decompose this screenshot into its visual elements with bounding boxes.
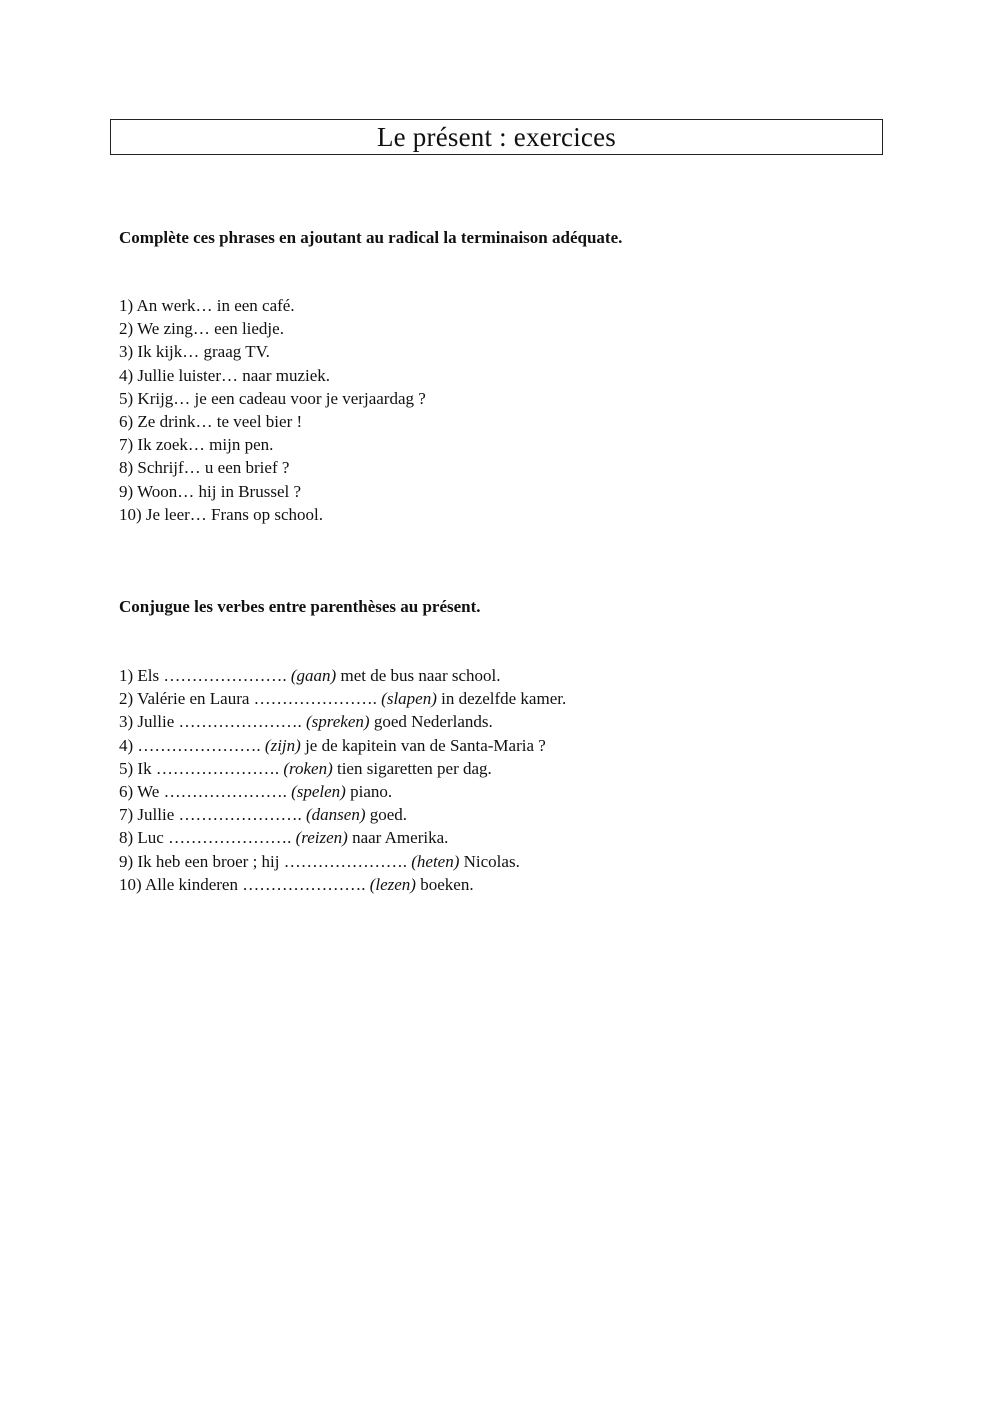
verb-infinitive: (slapen) [381,689,437,709]
exercise2-item [119,710,566,733]
exercise2-item [119,734,566,757]
exercise1-item: 9) Woon… hij in Brussel ? [119,481,302,501]
item-suffix: piano. [345,782,393,802]
verb-infinitive: (reizen) [295,828,348,848]
title-box [110,119,883,155]
item-prefix: 8) Luc …………………. [119,828,296,848]
exercise1-item: 6) Ze drink… te veel bier ! [119,412,303,432]
item-suffix: met de bus naar school. [336,666,501,685]
verb-infinitive: (heten) [411,851,460,871]
exercise1-item: 5) Krijg… je een cadeau voor je verjaardag ? [119,388,426,408]
verb-infinitive: (lezen) [369,874,416,894]
item-suffix: goed Nederlands. [369,712,493,732]
verb-infinitive: (dansen) [306,805,366,825]
item-prefix: 9) Ik heb een broer ; hij …………………. [119,851,412,871]
item-suffix: je de kapitein van de Santa-Maria ? [300,735,546,755]
item-prefix: 6) We …………………. [119,782,292,802]
verb-infinitive: (spelen) [291,782,346,802]
exercise2-instruction: Conjugue les verbes entre parenthèses au présent. [119,597,481,616]
verb-infinitive: (zijn) [264,735,301,755]
item-prefix: 3) Jullie …………………. [119,712,306,732]
exercise1-item: 1) An werk… in een café. [119,296,295,315]
exercise1-item: 10) Je leer… Frans op school. [119,504,323,524]
exercise2-item [119,780,566,803]
exercise1-item: 7) Ik zoek… mijn pen. [119,435,274,455]
item-prefix: 7) Jullie …………………. [119,805,306,825]
exercise2-item [119,826,566,849]
verb-infinitive: (gaan) [290,666,337,685]
item-suffix: boeken. [415,874,474,894]
exercise2-item [119,873,566,896]
exercise2-item [119,664,566,687]
item-suffix: naar Amerika. [347,828,449,848]
item-suffix: goed. [365,805,408,825]
item-prefix: 10) Alle kinderen …………………. [119,874,370,894]
verb-infinitive: (spreken) [306,712,370,732]
exercise1-item: 2) We zing… een liedje. [119,319,284,339]
item-prefix: 2) Valérie en Laura …………………. [119,689,382,709]
verb-infinitive: (roken) [283,758,333,778]
item-suffix: Nicolas. [459,851,520,871]
exercise2-item [119,803,566,826]
item-prefix: 5) Ik …………………. [119,758,284,778]
item-suffix: tien sigaretten per dag. [332,758,492,778]
item-suffix: in dezelfde kamer. [436,689,567,709]
exercise1-item: 3) Ik kijk… graag TV. [119,342,270,362]
item-prefix: 1) Els …………………. [119,666,291,685]
exercise2-list [119,664,566,896]
exercise1-instruction: Complète ces phrases en ajoutant au radical la terminaison adéquate. [119,228,623,247]
page-title: Le présent : exercices [376,122,616,152]
item-prefix: 4) …………………. [119,735,265,755]
exercise2-item [119,850,566,873]
exercise1-item: 8) Schrijf… u een brief ? [119,458,290,478]
exercise2-item [119,687,566,710]
exercise2-item [119,757,566,780]
exercise1-item: 4) Jullie luister… naar muziek. [119,365,331,385]
exercise1-list [119,294,426,526]
